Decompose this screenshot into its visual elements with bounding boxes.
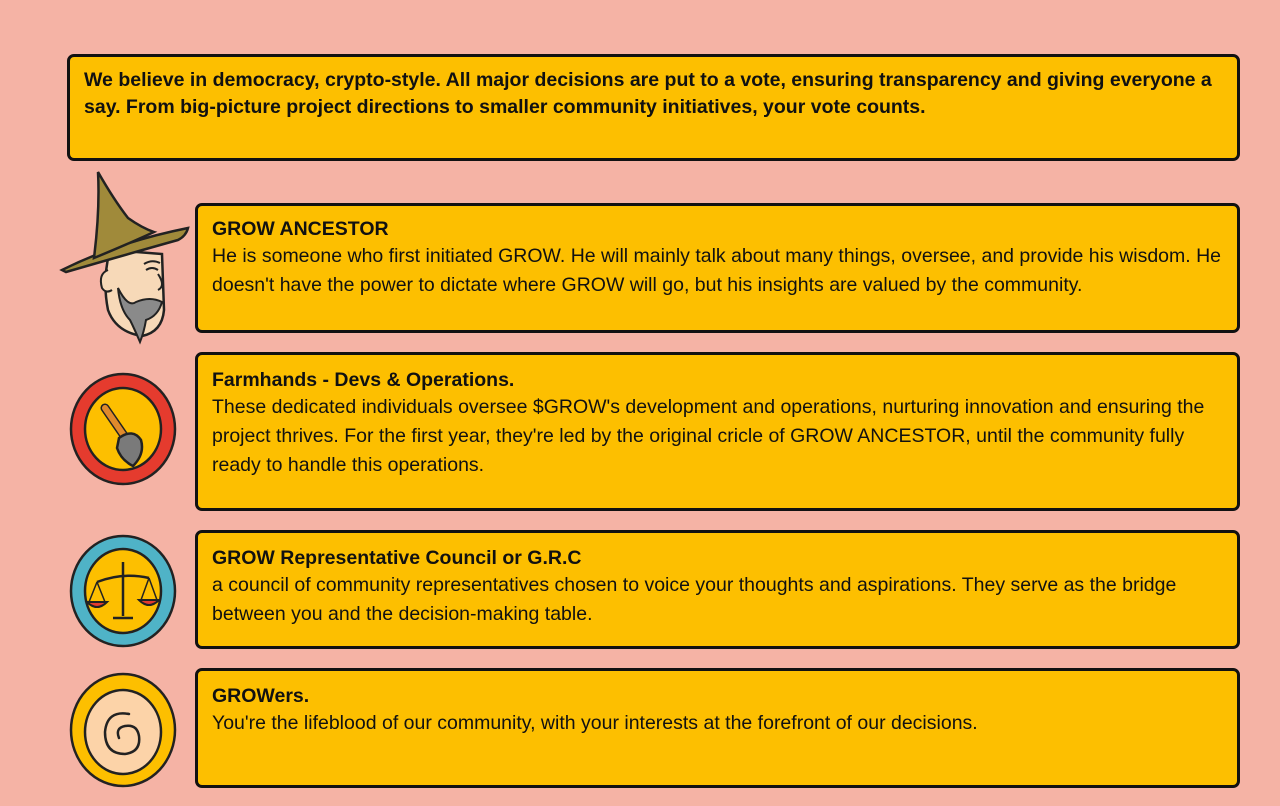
intro-text: We believe in democracy, crypto-style. All major decisions are put to a vote, ensuring transparency and giving everyone a say. From big-picture project directions to smaller community initiatives, your vote counts. [84,69,1212,118]
scales-badge-icon [67,532,179,650]
role-title: Farmhands - Devs & Operations. [212,369,515,391]
role-title: GROW Representative Council or G.R.C [212,547,582,569]
role-description: You're the lifeblood of our community, with your interests at the forefront of our decisions. [212,712,978,734]
role-description: These dedicated individuals oversee $GROW's development and operations, nurturing innovation and ensuring the project thrives. For the first year, they're led by the original cricle of GROW ANCESTOR, until the community fully ready to handle this operations. [212,396,1205,476]
role-title: GROW ANCESTOR [212,218,389,240]
intro-box [67,54,1240,161]
role-card-ancestor [195,203,1240,333]
role-card-farmhands [195,352,1240,511]
role-title: GROWers. [212,685,310,707]
spiral-badge-icon [67,670,179,790]
role-description: He is someone who first initiated GROW. He will mainly talk about many things, oversee, and provide his wisdom. He doesn't have the power to dictate where GROW will go, but his insights are valued by the community. [212,245,1222,296]
role-card-growers [195,668,1240,788]
role-card-grc [195,530,1240,649]
wizard-face-icon [58,170,193,345]
shovel-badge-icon [67,370,179,488]
role-description: a council of community representatives chosen to voice your thoughts and aspirations. They serve as the bridge between you and the decision-making table. [212,574,1177,625]
